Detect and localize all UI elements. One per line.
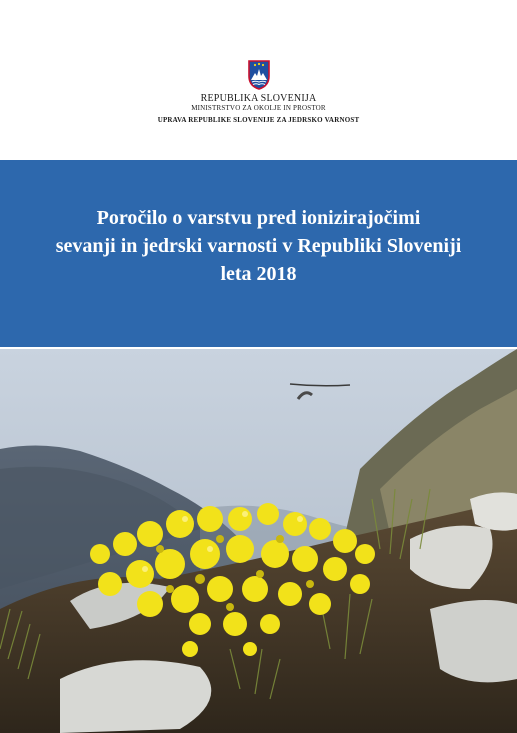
title-band	[0, 160, 517, 347]
republic-name: REPUBLIKA SLOVENIJA	[200, 93, 317, 104]
report-title-line-2: sevanji in jedrski varnosti v Republiki Sloveniji	[55, 235, 462, 257]
report-title-line-3: leta 2018	[220, 263, 297, 285]
report-title-line-1: Poročilo o varstvu pred ionizirajočimi	[96, 207, 421, 229]
cover-photo-image	[0, 349, 517, 733]
administration-name: UPRAVA REPUBLIKE SLOVENIJE ZA JEDRSKO VARNOST	[157, 116, 360, 124]
ministry-name: MINISTRSTVO ZA OKOLJE IN PROSTOR	[191, 104, 326, 112]
cover-photo-alpine-flowers	[0, 349, 517, 733]
report-title	[20, 204, 497, 288]
cover-header	[0, 0, 517, 160]
slovenian-coat-of-arms-icon	[247, 60, 271, 90]
